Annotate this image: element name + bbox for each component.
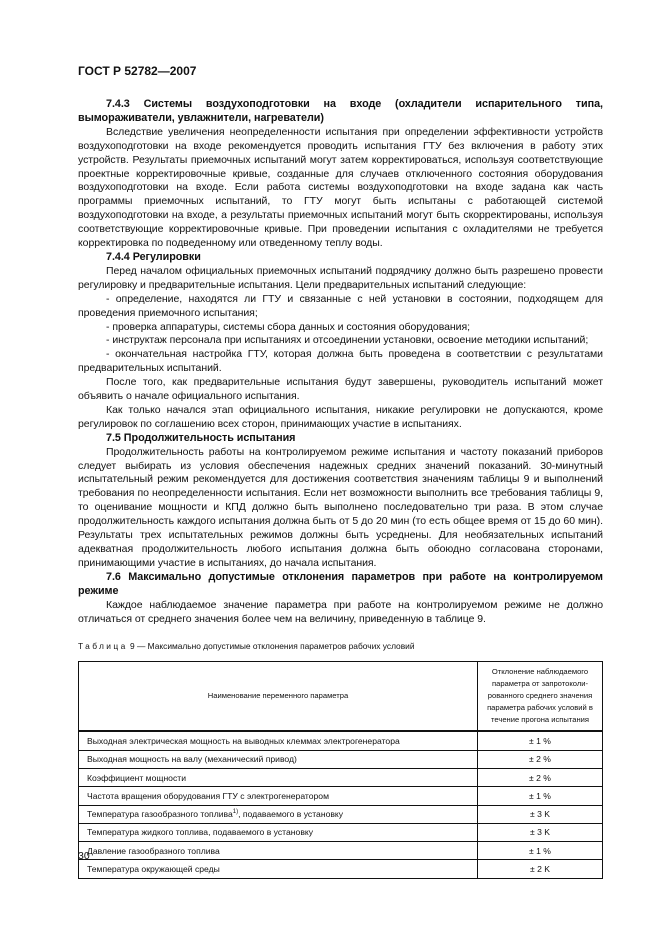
paragraph: После того, как предварительные испытания будут завершены, руководитель испытаний может объявить о начале официального испытания. xyxy=(78,376,603,403)
paragraph: Как только начался этап официального испытания, никакие регулировки не допускаются, кроме регулировок по соглашению всех сторон, принимающих участие в испытаниях. xyxy=(78,403,603,430)
table-caption-text: 9 — Максимально допустимые отклонения параметров рабочих условий xyxy=(127,641,415,652)
page-number: 30 xyxy=(78,850,90,862)
paragraph: Перед началом официальных приемочных испытаний подрядчику должно быть разрешено провести регулировку и предварительные испытания. Цели предварительных испытаний следующие: xyxy=(78,264,603,291)
table-row xyxy=(79,787,603,805)
parameter-name xyxy=(79,768,478,786)
deviation-value: ± 3 K xyxy=(478,805,603,823)
paragraph: - определение, находятся ли ГТУ и связанные с ней установки в состоянии, подходящем для проведения приемочного испытания; xyxy=(78,292,603,319)
parameter-name xyxy=(79,787,478,805)
column-header-deviation: Отклонение наблюдаемого параметра от запротоколи-рованного среднего значения параметра рабочих условий в течение прогона испытания xyxy=(478,662,603,732)
deviation-value: ± 2 % xyxy=(478,768,603,786)
table-caption-label: Таблица xyxy=(78,641,128,652)
parameter-name xyxy=(79,750,478,768)
parameter-name xyxy=(79,860,478,878)
footnote-ref: 1) xyxy=(232,809,239,816)
deviation-value: ± 1 % xyxy=(478,731,603,750)
table-row xyxy=(79,860,603,878)
paragraph: Вследствие увеличения неопределенности испытания при определении эффективности устройств воздухоподготовки на входе рекомендуется проводить испытания ГТУ без включения в работу этих устройств. Результаты приемочных испытаний могут затем корректироваться, используя соответствующие проектные корректировочные кривые, созданные для случаев отключенного состояния оборудования воздухоподготовки на входе. Если работа системы воздухоподготовки на входе задана как часть программы приемочных испытаний, то ГТУ могут быть испытаны с работающей системой воздухоподготовки на входе, а результаты приемочных испытаний могут быть скорректированы, используя соответствующие корректировочные кривые. При проведении испытания с охладителями не требуется корректировка по подведенному или отведенному теплу воды. xyxy=(78,125,603,250)
parameter-name-text: Выходная электрическая мощность на выводных клеммах электрогенератора xyxy=(87,735,400,746)
parameter-name-text: Частота вращения оборудования ГТУ с электрогенератором xyxy=(87,790,329,801)
table-row xyxy=(79,768,603,786)
deviation-value: ± 1 % xyxy=(478,787,603,805)
deviation-table xyxy=(78,661,603,878)
table-row xyxy=(79,750,603,768)
section-heading: 7.6 Максимально допустимые отклонения параметров при работе на контролируемом режиме xyxy=(78,570,603,597)
parameter-name-text: Давление газообразного топлива xyxy=(87,845,220,856)
deviation-value: ± 2 K xyxy=(478,860,603,878)
section-heading: 7.4.4 Регулировки xyxy=(106,250,201,263)
parameter-name-text: Температура окружающей среды xyxy=(87,864,220,875)
parameter-name-text: Температура газообразного топлива xyxy=(87,809,233,820)
document-header: ГОСТ Р 52782—2007 xyxy=(78,64,197,78)
table-row xyxy=(79,823,603,841)
parameter-name xyxy=(79,731,478,750)
paragraph: Продолжительность работы на контролируемом режиме испытания и частоту показаний приборов следует выбирать из условия обеспечения надежных средних значений показаний. 30-минутный испытательный режим рекомендуется для достижения соответствия значениям таблицы 9 и выполнений требования по неопределенности испытания. Если нет возможности выполнить все требования таблицы 9, то оценивание мощности и КПД должно быть выполнено последовательно три раза. В этом случае продолжительность каждого испытания должна быть от 5 до 20 мин (то есть общее время от 15 до 60 мин). Результаты трех испытательных режимов должны быть усреднены. Для необязательных испытаний адекватная продолжительность любого испытания должна быть обоюдно согласована сторонами, принимающими участие в испытаниях, до начала испытания. xyxy=(78,445,603,569)
section-heading: 7.4.3 Системы воздухоподготовки на входе (охладители испарительного типа, вымораживатели, увлажнители, нагреватели) xyxy=(78,98,603,124)
table-caption xyxy=(78,640,603,654)
parameter-name xyxy=(79,823,478,841)
table-row xyxy=(79,731,603,750)
paragraph: - инструктаж персонала при испытаниях и отсоединении установки, освоение методики испытаний; xyxy=(106,334,589,347)
table-row xyxy=(79,842,603,860)
column-header-parameter: Наименование переменного параметра xyxy=(79,662,478,732)
paragraph: - проверка аппаратуры, системы сбора данных и состояния оборудования; xyxy=(106,320,470,333)
parameter-name-text: Коэффициент мощности xyxy=(87,772,187,783)
deviation-value: ± 2 % xyxy=(478,750,603,768)
table-row xyxy=(79,805,603,823)
section-heading: 7.5 Продолжительность испытания xyxy=(106,431,296,444)
parameter-name-text: Выходная мощность на валу (механический привод) xyxy=(87,754,297,765)
document-page xyxy=(78,64,603,879)
parameter-name-text: Температура жидкого топлива, подаваемого в установку xyxy=(87,827,314,838)
parameter-name xyxy=(79,842,478,860)
paragraph: Каждое наблюдаемое значение параметра при работе на контролируемом режиме не должно отличаться от среднего значения более чем на величину, приведенную в таблице 9. xyxy=(78,598,603,625)
deviation-value: ± 3 K xyxy=(478,823,603,841)
paragraph: - окончательная настройка ГТУ, которая должна быть проведена в соответствии с результатами предварительных испытаний. xyxy=(78,348,603,375)
parameter-name xyxy=(79,805,478,823)
body-text xyxy=(78,98,603,626)
deviation-value: ± 1 % xyxy=(478,842,603,860)
parameter-name-rest: , подаваемого в установку xyxy=(238,809,344,820)
